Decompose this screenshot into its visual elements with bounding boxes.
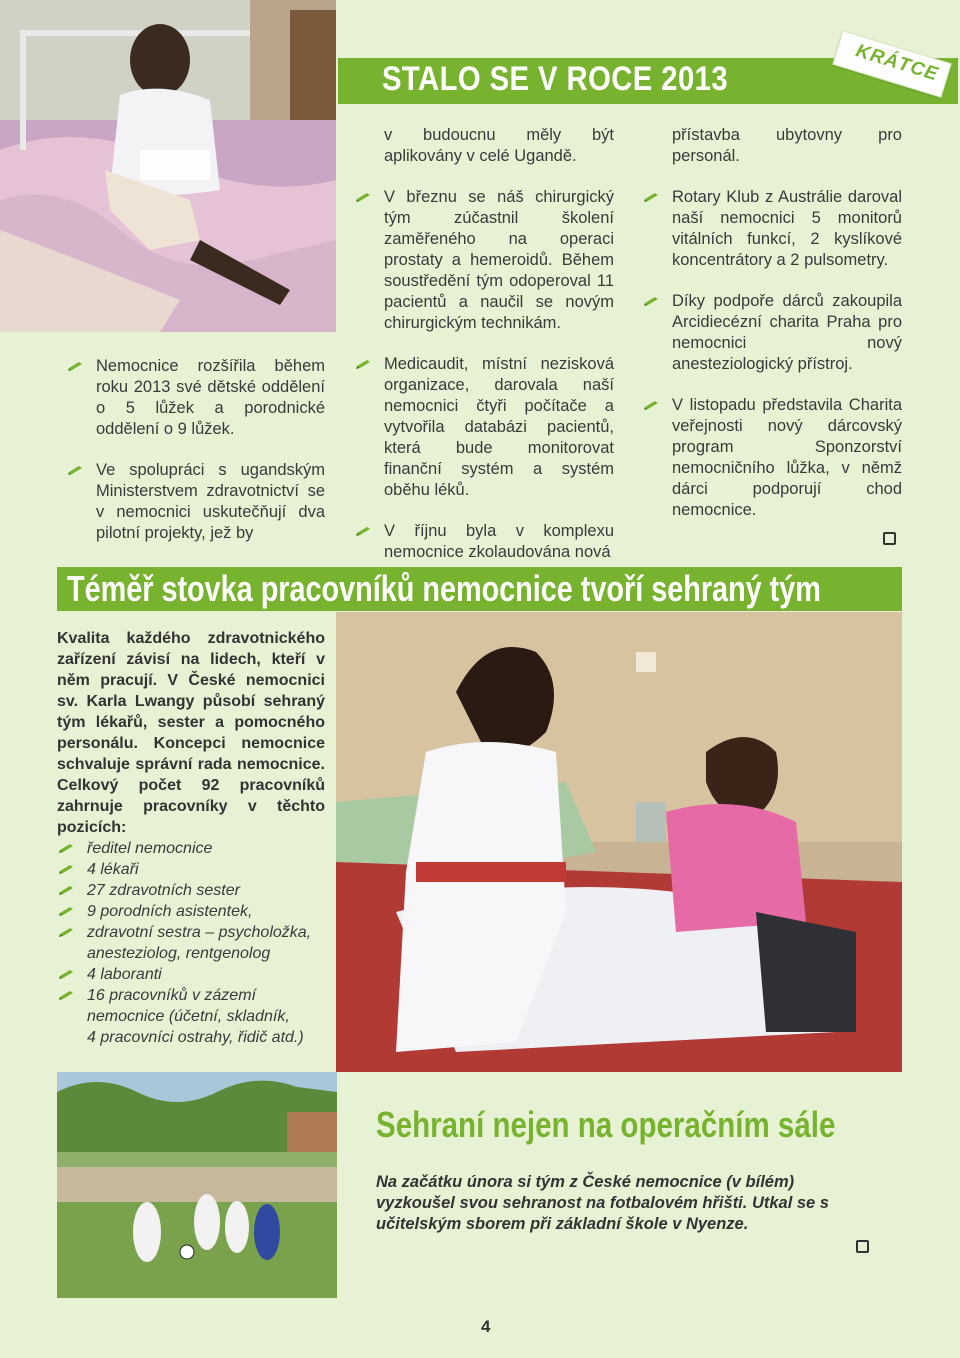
staff-list-item [57, 964, 337, 985]
staff-list-item [57, 922, 337, 943]
page-header-title: STALO SE V ROCE 2013 [382, 60, 729, 98]
end-square-icon [856, 1240, 869, 1253]
news-item-text: Nemocnice rozšířila během roku 2013 své dětské oddělení o 5 lůžek a porodnické oddělení o 9 lůžek. [96, 357, 325, 438]
pencil-bullet-icon [644, 399, 660, 411]
pencil-bullet-icon [356, 525, 372, 537]
news-item-text: Ve spolupráci s ugandským Ministerstvem zdravotnictví se v nemocnici uskutečňují dva pilotní projekty, jež by [96, 461, 325, 542]
news-item [642, 395, 902, 521]
staff-list-text: 4 laboranti [87, 966, 162, 983]
page-number: 4 [481, 1317, 491, 1336]
news-item-text: V říjnu byla v komplexu nemocnice zkolaudována nová [384, 522, 614, 561]
staff-list-text: zdravotní sestra – psycholožka, [87, 924, 312, 941]
news-item-text: Medicaudit, místní nezisková organizace, darovala naší nemocnici čtyři počítače a vytvořila databázi pacientů, která bude monitorovat finanční systém a systém oběhu léků. [384, 355, 614, 499]
pencil-bullet-icon [68, 464, 84, 476]
pencil-bullet-icon [59, 968, 75, 980]
end-square-icon [883, 532, 896, 545]
staff-list-continuation: 4 pracovníci ostrahy, řidič atd.) [87, 1029, 304, 1046]
staff-list-item [57, 901, 337, 922]
pencil-bullet-icon [644, 191, 660, 203]
continuation-text: přístavba ubytovny pro personál. [672, 126, 902, 165]
staff-list-item [57, 880, 337, 901]
news-item [642, 291, 902, 375]
pencil-bullet-icon [59, 842, 75, 854]
staff-list-item [57, 985, 337, 1006]
subsection-heading: Sehraní nejen na operačním sále [376, 1104, 836, 1145]
news-item-text: Rotary Klub z Austrálie daroval naší nemocnici 5 monitorů vitálních funkcí, 2 kyslíkové koncentrátory a 2 pulsometry. [672, 188, 902, 269]
photo-caption [376, 1172, 876, 1235]
continuation-text: v budoucnu měly být aplikovány v celé Ugandě. [384, 126, 614, 165]
staff-list-text: 27 zdravotních sester [87, 882, 240, 899]
section-heading: Téměř stovka pracovníků nemocnice tvoří sehraný tým [67, 568, 821, 609]
news-item [354, 187, 614, 334]
news-item [642, 187, 902, 271]
staff-list-continuation: anesteziolog, rentgenolog [87, 945, 271, 962]
news-item [354, 521, 614, 563]
caption-text: Na začátku února si tým z České nemocnice (v bílém) vyzkoušel svou sehranost na fotbalovém hřišti. Utkal se s učitelským sborem při základní škole v Nyenze. [376, 1173, 829, 1233]
news-item [354, 354, 614, 501]
staff-list-item [57, 859, 337, 880]
column-3 [642, 125, 902, 541]
lead-text: Kvalita každého zdravotnického zařízení závisí na lidech, kteří v něm pracují. V České nemocnici sv. Karla Lwangy působí sehraný tým lékařů, sester a pomocného personálu. Koncepci nemocnice schvaluje správní rada nemocnice. Celkový počet 92 pracovníků zahrnuje pracovníky v těchto pozicích: [57, 630, 325, 836]
staff-list-text: 9 porodních asistentek, [87, 903, 253, 920]
nurse-patient-photo [336, 612, 902, 1072]
pencil-bullet-icon [68, 360, 84, 372]
column-2 [354, 125, 614, 583]
news-item-text: V listopadu představila Charita veřejnosti nový dárcovský program Sponzorství nemocničního lůžka, v němž dárci podporují chod nemocnice. [672, 396, 902, 519]
pencil-bullet-icon [59, 863, 75, 875]
pencil-bullet-icon [356, 358, 372, 370]
pencil-bullet-icon [356, 191, 372, 203]
pencil-bullet-icon [644, 295, 660, 307]
staff-list [57, 838, 337, 1048]
news-item-text: Díky podpoře dárců zakoupila Arcidiecézní charita Praha pro nemocnici nový anesteziologický přístroj. [672, 292, 902, 373]
football-photo [57, 1072, 337, 1298]
child-hospital-photo [0, 0, 336, 332]
pencil-bullet-icon [59, 989, 75, 1001]
news-item [66, 460, 325, 544]
staff-list-text: 16 pracovníků v zázemí [87, 987, 256, 1004]
section-heading-bar [57, 567, 902, 611]
news-item [66, 356, 325, 440]
pencil-bullet-icon [59, 884, 75, 896]
staff-list-continuation: nemocnice (účetní, skladník, [87, 1008, 290, 1025]
section-tag-label: KRÁTCE [853, 40, 941, 86]
news-item-text: V březnu se náš chirurgický tým zúčastnil školení zaměřeného na operaci prostaty a hemeroidů. Během soustředění tým odoperoval 11 pacientů a naučil se novým chirurgickým technikám. [384, 188, 614, 332]
staff-list-text: ředitel nemocnice [87, 840, 213, 857]
lead-paragraph [57, 628, 325, 838]
pencil-bullet-icon [59, 926, 75, 938]
column-1 [66, 356, 325, 564]
pencil-bullet-icon [59, 905, 75, 917]
staff-list-item [57, 838, 337, 859]
staff-list-text: 4 lékaři [87, 861, 139, 878]
